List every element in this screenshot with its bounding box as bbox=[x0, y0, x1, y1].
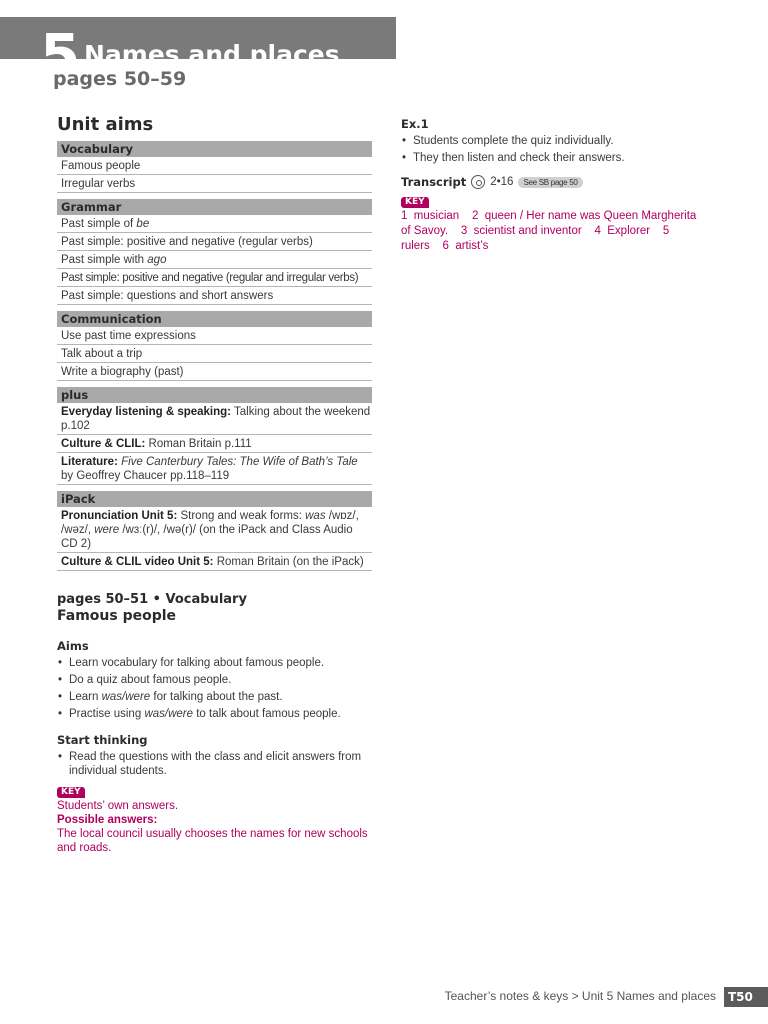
unit-number: 5 bbox=[40, 21, 79, 89]
row-label: Culture & CLIL video Unit 5: bbox=[61, 555, 214, 568]
row-label: Pronunciation Unit 5: bbox=[61, 509, 178, 522]
track-number: 2•16 bbox=[490, 176, 514, 188]
row-text: Past simple with bbox=[61, 253, 148, 266]
audio-cd-icon bbox=[471, 175, 485, 189]
ipack-heading: iPack bbox=[57, 491, 372, 507]
row-label: Culture & CLIL: bbox=[61, 437, 146, 450]
list-item: • They then listen and check their answers. bbox=[401, 151, 711, 165]
vocab-section-subtitle: Famous people bbox=[57, 608, 177, 624]
list-item: • Learn vocabulary for talking about famous people. bbox=[57, 656, 372, 670]
list-item: • Do a quiz about famous people. bbox=[57, 673, 372, 687]
pages-range: pages 50–59 bbox=[53, 68, 187, 90]
table-row: Past simple: questions and short answers bbox=[57, 287, 372, 305]
right-column bbox=[401, 117, 711, 254]
key-answer-heading bbox=[57, 813, 372, 827]
aims-list bbox=[57, 656, 372, 721]
grammar-heading: Grammar bbox=[57, 199, 372, 215]
table-row bbox=[57, 435, 372, 453]
footer-breadcrumb: Teacher’s notes & keys > Unit 5 Names and places bbox=[444, 989, 716, 1003]
vocabulary-table bbox=[57, 141, 372, 193]
ipack-table bbox=[57, 491, 372, 571]
item-text: Learn bbox=[69, 691, 102, 703]
row-text: Strong and weak forms: bbox=[177, 509, 306, 522]
table-row bbox=[57, 251, 372, 269]
key-answer: The local council usually chooses the names for new schools and roads. bbox=[57, 828, 368, 854]
row-text: Talking about the weekend p.102 bbox=[61, 405, 371, 432]
vocab-section-title: pages 50–51 • Vocabulary bbox=[57, 592, 247, 607]
list-item: • Read the questions with the class and elicit answers from individual students. bbox=[57, 750, 372, 778]
row-text: Roman Britain (on the iPack) bbox=[213, 555, 364, 568]
table-row: Irregular verbs bbox=[57, 175, 372, 193]
item-text: to talk about famous people. bbox=[193, 708, 341, 720]
key-badge: KEY bbox=[57, 787, 85, 798]
table-row bbox=[57, 553, 372, 571]
list-item bbox=[57, 690, 372, 704]
item-emphasis: was/were bbox=[101, 691, 151, 703]
table-row: Past simple: positive and negative (regular and irregular verbs) bbox=[57, 269, 372, 287]
vocabulary-heading: Vocabulary bbox=[57, 141, 372, 157]
ex1-key-answers: 1 musician 2 queen / Her name was Queen Margherita of Savoy. 3 scientist and inventor 4 Explorer 5 rulers 6 artist’s bbox=[401, 210, 700, 252]
transcript-line bbox=[401, 175, 711, 189]
item-emphasis: was/were bbox=[144, 708, 194, 720]
row-emphasis: be bbox=[136, 217, 150, 230]
table-row bbox=[57, 403, 372, 435]
item-text: Practise using bbox=[69, 708, 145, 720]
key-answer-label: Possible answers: bbox=[57, 814, 158, 826]
plus-table bbox=[57, 387, 372, 485]
left-column bbox=[57, 114, 372, 855]
row-text: by Geoffrey Chaucer pp.118–119 bbox=[61, 469, 230, 482]
row-emphasis: Five Canterbury Tales: The Wife of Bath’s Tale bbox=[117, 455, 358, 468]
transcript-label: Transcript bbox=[401, 175, 467, 189]
row-emphasis: ago bbox=[147, 253, 167, 266]
ex1-heading: Ex.1 bbox=[401, 117, 429, 131]
table-row bbox=[57, 453, 372, 485]
list-item: • Students complete the quiz individually. bbox=[401, 134, 711, 148]
key-answer: Students’ own answers. bbox=[57, 800, 179, 812]
grammar-table bbox=[57, 199, 372, 305]
table-row: Talk about a trip bbox=[57, 345, 372, 363]
communication-heading: Communication bbox=[57, 311, 372, 327]
ex1-list bbox=[401, 134, 711, 165]
table-row: Use past time expressions bbox=[57, 327, 372, 345]
row-text: Roman Britain p.111 bbox=[145, 437, 252, 450]
page-number: T50 bbox=[724, 987, 768, 1007]
plus-heading: plus bbox=[57, 387, 372, 403]
row-emphasis: were bbox=[94, 523, 120, 536]
table-row bbox=[57, 215, 372, 233]
communication-table bbox=[57, 311, 372, 381]
row-emphasis: was bbox=[305, 509, 326, 522]
unit-title: Names and places bbox=[84, 40, 340, 69]
row-text: Past simple of bbox=[61, 217, 137, 230]
list-item bbox=[57, 707, 372, 721]
table-row bbox=[57, 507, 372, 553]
row-label: Literature: bbox=[61, 455, 118, 468]
start-thinking-list bbox=[57, 750, 372, 778]
table-row: Past simple: positive and negative (regular verbs) bbox=[57, 233, 372, 251]
table-row: Famous people bbox=[57, 157, 372, 175]
row-text: /wɜː(r)/, /wə(r)/ (on the iPack and Class Audio CD 2) bbox=[61, 523, 353, 550]
unit-aims-title: Unit aims bbox=[57, 114, 154, 135]
row-text: /wɒz/, /wəz/, bbox=[61, 509, 359, 536]
item-text: for talking about the past. bbox=[150, 691, 283, 703]
aims-heading: Aims bbox=[57, 639, 89, 653]
row-label: Everyday listening & speaking: bbox=[61, 405, 232, 418]
start-thinking-heading: Start thinking bbox=[57, 733, 148, 747]
table-row: Write a biography (past) bbox=[57, 363, 372, 381]
see-sb-page-badge: See SB page 50 bbox=[518, 177, 582, 188]
key-badge: KEY bbox=[401, 197, 429, 208]
